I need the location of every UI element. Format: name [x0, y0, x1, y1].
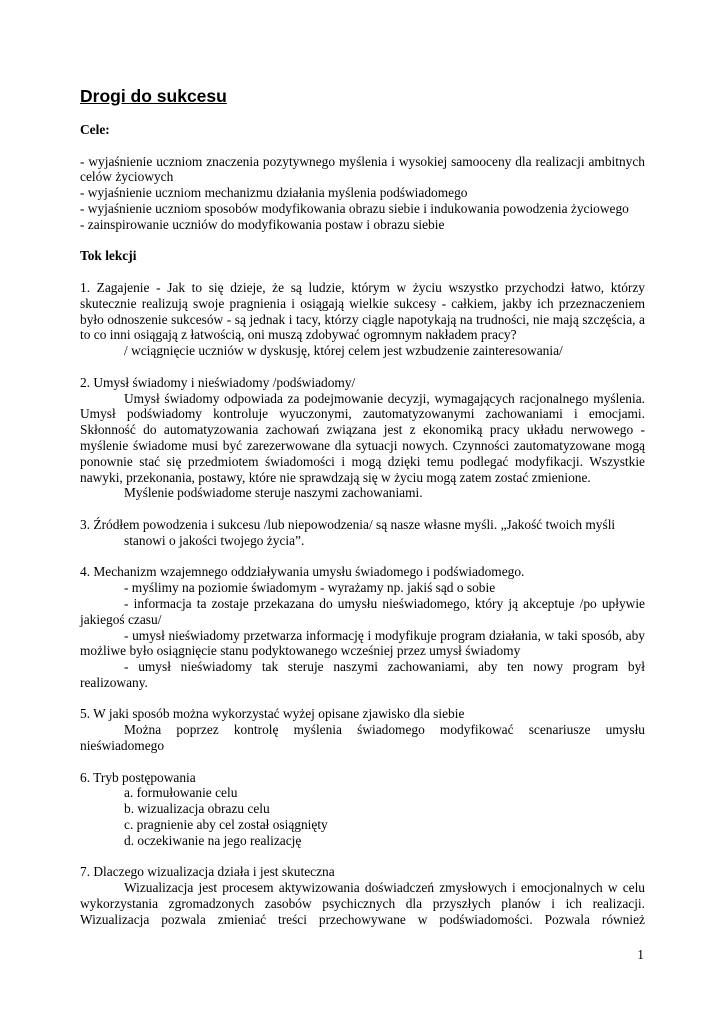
section-2-line: Skłonność do automatyzowania zachowań związana jest z ekonomiką pracy układu nerwowego - [80, 422, 645, 438]
section-7-line: Wizualizacja jest procesem aktywizowania doświadczeń zmysłowych i emocjonalnych w celu [124, 880, 645, 896]
section-2-line: myślenie świadome musi być zarezerwowane dla sytuacji nowych. Czynności zautomatyzowane mogą [80, 437, 645, 453]
goal-line: - wyjaśnienie uczniom sposobów modyfikowania obrazu siebie i indukowania powodzenia życiowego [80, 200, 629, 216]
section-2-line: nawyki, przekonania, postawy, które nie sprawdzają się w życiu mogą zatem zostać zmienione. [80, 469, 591, 485]
procedure-item: d. oczekiwanie na jego realizację [124, 832, 302, 848]
section-4-point: - umysł nieświadomy przetwarza informację i modyfikuje program działania, w taki sposób, aby [124, 627, 645, 643]
section-3-line: stanowi o jakości twojego życia”. [124, 532, 305, 548]
section-4-heading: 4. Mechanizm wzajemnego oddziaływania umysłu świadomego i podświadomego. [80, 564, 525, 580]
section-5-heading: 5. W jaki sposób można wykorzystać wyżej opisane zjawisko dla siebie [80, 706, 465, 722]
section-4-point: jakiegoś czasu/ [80, 611, 162, 627]
section-1-line: 1. Zagajenie - Jak to się dzieje, że są ludzie, którym w życiu wszystko przychodzi łatwo, którzy [80, 279, 645, 295]
section-5-line: nieświadomego [80, 738, 165, 754]
goals-heading: Cele: [80, 122, 110, 137]
section-4-point: możliwe było osiągnięcie stanu podyktowanego wcześniej przez umysł świadomy [80, 643, 521, 659]
section-7-line: wykorzystania zgromadzonych zasobów psychicznych dla przyszłych planów i ich realizacji. [80, 896, 645, 912]
section-4-point: realizowany. [80, 674, 148, 690]
lesson-heading: Tok lekcji [80, 248, 137, 264]
goal-line: - wyjaśnienie uczniom znaczenia pozytywnego myślenia i wysokiej samooceny dla realizacji ambitnych [80, 153, 645, 169]
section-5-line: Można poprzez kontrolę myślenia świadomego modyfikować scenariusze umysłu [124, 722, 645, 738]
section-4-point: - informacja ta zostaje przekazana do umysłu nieświadomego, który ją akceptuje /po upływie [124, 595, 645, 611]
procedure-item: c. pragnienie aby cel został osiągnięty [124, 817, 328, 833]
section-1-line: było odnoszenie sukcesów - są jednak i tacy, którzy ciągle napotykają na trudności, nie mają szczęścia, a [80, 311, 645, 327]
section-6-heading: 6. Tryb postępowania [80, 769, 196, 785]
section-2-line: ponownie stać się przedmiotem świadomości i mogą dzięki temu podlegać modyfikacji. Wszystkie [80, 453, 645, 469]
document-page [80, 86, 645, 928]
section-2-heading: 2. Umysł świadomy i nieświadomy /podświadomy/ [80, 374, 356, 390]
section-1-line: skutecznie realizują swoje pragnienia i osiągają wielkie sukcesy - całkiem, jakby ich przeznaczeniem [80, 295, 645, 311]
section-7-heading: 7. Dlaczego wizualizacja działa i jest skuteczna [80, 864, 335, 880]
section-2-line: Umysł podświadomy kontroluje wyuczonymi, zautomatyzowanymi zachowaniami i emocjami. [80, 406, 645, 422]
section-4-point: - umysł nieświadomy tak steruje naszymi zachowaniami, aby ten nowy program był [124, 659, 645, 675]
goal-line: celów życiowych [80, 169, 174, 185]
goal-line: - wyjaśnienie uczniom mechanizmu działania myślenia podświadomego [80, 185, 468, 201]
section-2-line: Umysł świadomy odpowiada za podejmowanie decyzji, wymagających racjonalnego myślenia. [124, 390, 645, 406]
section-2-last: Myślenie podświadome steruje naszymi zachowaniami. [124, 485, 423, 501]
goal-line: - zainspirowanie uczniów do modyfikowania postaw i obrazu siebie [80, 216, 445, 232]
procedure-item: b. wizualizacja obrazu celu [124, 801, 270, 817]
section-3-line: 3. Źródłem powodzenia i sukcesu /lub niepowodzenia/ są nasze własne myśli. „Jakość twoich myśli [80, 516, 616, 532]
section-1-note: / wciągnięcie uczniów w dyskusję, której celem jest wzbudzenie zainteresowania/ [124, 343, 563, 359]
section-1-line: to co inni osiągają z łatwością, oni muszą zdobywać ogromnym nakładem pracy? [80, 327, 517, 343]
document-title: Drogi do sukcesu [80, 86, 227, 106]
section-4-point: - myślimy na poziomie świadomym - wyrażamy np. jakiś sąd o sobie [124, 580, 496, 596]
procedure-item: a. formułowanie celu [124, 785, 238, 801]
page-number: 1 [637, 947, 644, 962]
section-7-line: Wizualizacja pozwala zmieniać treści przechowywane w podświadomości. Pozwala również [80, 911, 645, 927]
